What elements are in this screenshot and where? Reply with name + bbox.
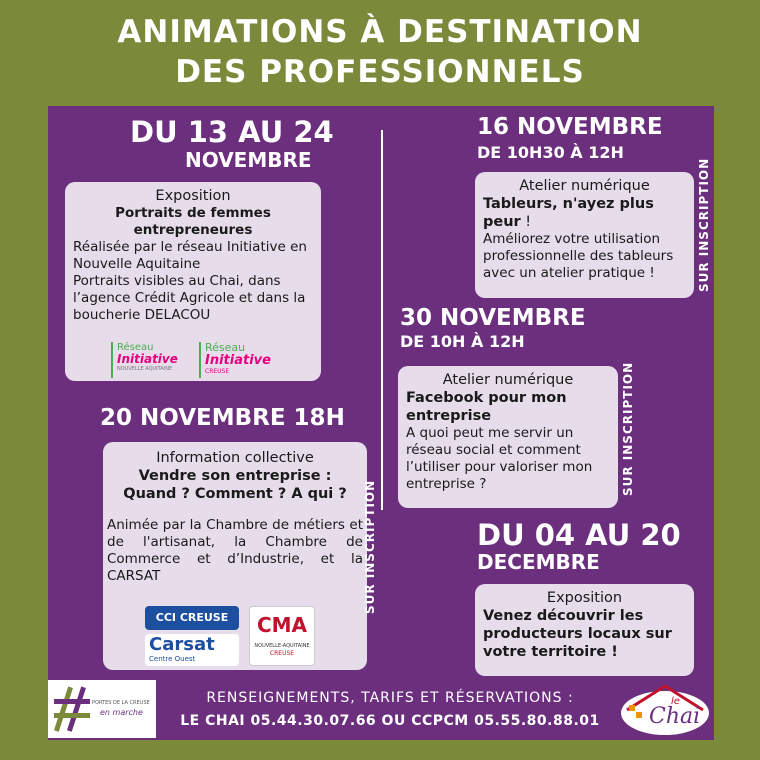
event2-card xyxy=(103,442,367,670)
event1-card xyxy=(65,182,321,381)
footer-contacts: LE CHAI 05.44.30.07.66 OU CCPCM 05.55.80.88.01 xyxy=(180,713,600,729)
event3-type: Atelier numérique xyxy=(519,178,650,194)
event1-type: Exposition xyxy=(155,188,231,204)
cci-creuse-logo: CCI CREUSE xyxy=(145,606,239,630)
title-line-1: ANIMATIONS À DESTINATION xyxy=(117,14,643,50)
event4-date-2: DE 10H À 12H xyxy=(400,332,525,351)
column-divider xyxy=(381,130,383,510)
reseau-initiative-aquitaine-logo: Réseau Initiative NOUVELLE AQUITAINE xyxy=(111,342,191,378)
event3-name: Tableurs, n'ayez plus peur xyxy=(483,196,654,230)
carsat-logo: Carsat Centre Ouest xyxy=(145,634,239,666)
event5-date-2: DECEMBRE xyxy=(477,550,600,574)
le-chai-logo: le Chai xyxy=(619,680,711,736)
event1-date-2: NOVEMBRE xyxy=(185,148,312,172)
event4-type: Atelier numérique xyxy=(442,372,574,388)
event2-type: Information collective xyxy=(156,450,314,466)
event2-desc: Animée par la Chambre de métiers et de l'artisanat, la Chambre de Commerce et d’Industrie, et la CARSAT xyxy=(107,517,363,584)
cma-logo: CMA NOUVELLE-AQUITAINE CREUSE xyxy=(249,606,315,666)
event3-name-suffix: ! xyxy=(520,214,532,230)
event3-desc: Améliorez votre utilisation professionnelle des tableurs avec un atelier pratique ! xyxy=(483,231,674,281)
portes-creuse-logo: PORTES DE LA CREUSE en marche xyxy=(48,680,156,738)
event5-name: Venez découvrir les producteurs locaux sur votre territoire ! xyxy=(483,608,672,660)
event2-name-1: Vendre son entreprise : xyxy=(138,468,332,484)
event3-name-wrap xyxy=(483,195,686,231)
event1-desc2: Portraits visibles au Chai, dans l’agence Crédit Agricole et dans la boucherie DELACOU xyxy=(73,273,306,323)
footer-info-label: RENSEIGNEMENTS, TARIFS ET RÉSERVATIONS : xyxy=(206,690,574,706)
event3-date-1: 16 NOVEMBRE xyxy=(477,114,663,140)
event3-card xyxy=(475,172,694,298)
event5-card xyxy=(475,584,694,676)
page-title xyxy=(0,12,760,92)
event2-name-2: Quand ? Comment ? A qui ? xyxy=(123,486,347,502)
event4-name: Facebook pour mon entreprise xyxy=(406,390,567,424)
event4-card xyxy=(398,366,618,508)
portes-creuse-mark-icon xyxy=(52,684,92,734)
event4-date-1: 30 NOVEMBRE xyxy=(400,305,586,331)
event5-type: Exposition xyxy=(546,590,623,606)
event1-desc1: Réalisée par le réseau Initiative en Nouvelle Aquitaine xyxy=(73,239,307,272)
event5-date-1: DU 04 AU 20 xyxy=(477,518,681,552)
event1-date-1: DU 13 AU 24 xyxy=(130,115,334,149)
event4-registration-tag: SUR INSCRIPTION xyxy=(621,361,635,496)
event3-date-2: DE 10H30 À 12H xyxy=(477,143,624,162)
title-line-2: DES PROFESSIONNELS xyxy=(175,54,585,90)
event1-name: Portraits de femmes entrepreneures xyxy=(115,205,271,238)
event4-desc: A quoi peut me servir un réseau social et comment l’utiliser pour valoriser mon entreprise ? xyxy=(406,425,593,492)
reseau-initiative-creuse-logo: Réseau Initiative CREUSE xyxy=(199,342,284,378)
event3-registration-tag: SUR INSCRIPTION xyxy=(697,157,711,292)
event2-registration-tag: SUR INSCRIPTION xyxy=(363,479,377,614)
event2-date: 20 NOVEMBRE 18H xyxy=(100,405,345,431)
